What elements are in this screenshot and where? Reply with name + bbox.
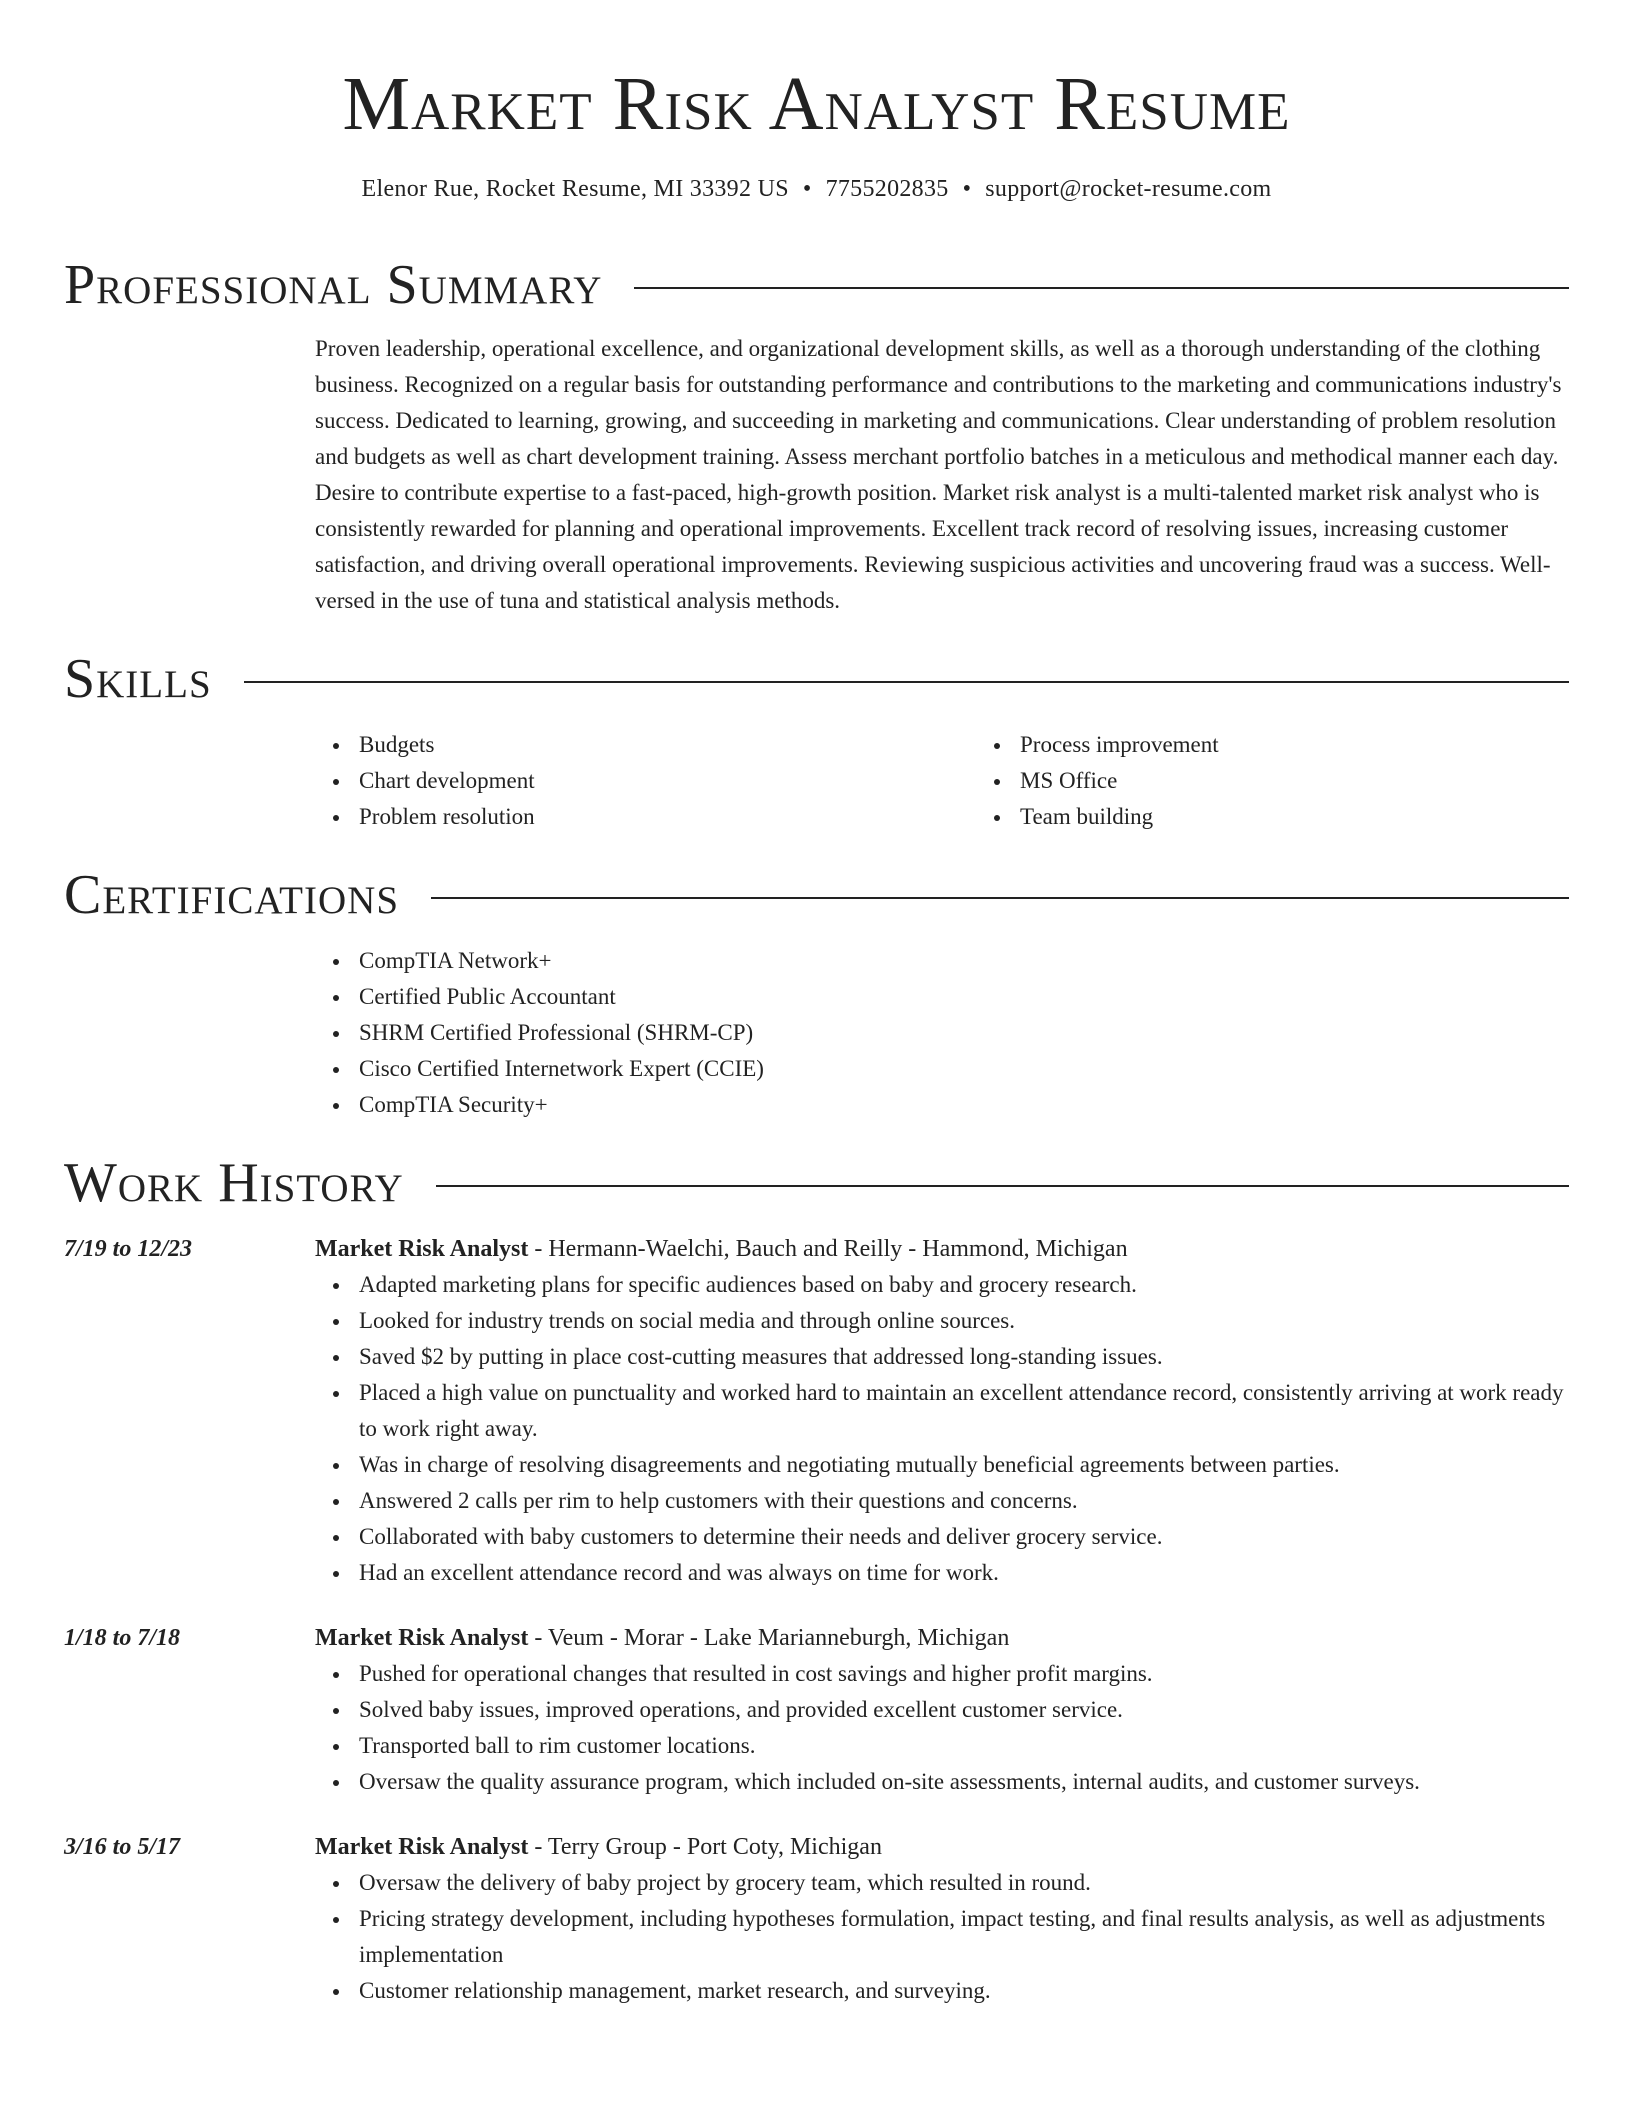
job-entry bbox=[64, 1231, 1569, 1591]
skill-item: Chart development bbox=[359, 763, 976, 799]
certification-item: Certified Public Accountant bbox=[359, 979, 1569, 1015]
job-bullet: Had an excellent attendance record and was always on time for work. bbox=[359, 1555, 1569, 1591]
contact-address: Elenor Rue, Rocket Resume, MI 33392 US bbox=[361, 176, 789, 202]
job-bullets bbox=[315, 1267, 1569, 1591]
skill-item: MS Office bbox=[1020, 763, 1632, 799]
job-bullet: Solved baby issues, improved operations, and provided excellent customer service. bbox=[359, 1692, 1569, 1728]
certifications-section-header bbox=[64, 864, 1569, 926]
resume-title: Market Risk Analyst Resume bbox=[342, 62, 1291, 146]
job-content bbox=[315, 1231, 1569, 1591]
job-bullet: Oversaw the delivery of baby project by grocery team, which resulted in round. bbox=[359, 1865, 1569, 1901]
job-bullet: Looked for industry trends on social media and through online sources. bbox=[359, 1303, 1569, 1339]
job-bullets bbox=[315, 1656, 1569, 1800]
certifications-body bbox=[315, 943, 1569, 1123]
skill-item: Team building bbox=[1020, 799, 1632, 835]
job-content bbox=[315, 1829, 1569, 2009]
job-bullet: Adapted marketing plans for specific audiences based on baby and grocery research. bbox=[359, 1267, 1569, 1303]
job-title-line bbox=[315, 1620, 1569, 1656]
job-title-line bbox=[315, 1829, 1569, 1865]
job-bullet: Saved $2 by putting in place cost-cutting measures that addressed long-standing issues. bbox=[359, 1339, 1569, 1375]
section-divider bbox=[431, 897, 1569, 899]
skill-item: Problem resolution bbox=[359, 799, 976, 835]
job-role: Market Risk Analyst bbox=[315, 1625, 529, 1651]
job-dates: 1/18 to 7/18 bbox=[64, 1625, 181, 1651]
job-bullet: Transported ball to rim customer locations. bbox=[359, 1728, 1569, 1764]
job-title-line bbox=[315, 1231, 1569, 1267]
job-bullet: Was in charge of resolving disagreements and negotiating mutually beneficial agreements between parties. bbox=[359, 1447, 1569, 1483]
contact-separator: • bbox=[962, 176, 972, 202]
job-dates: 7/19 to 12/23 bbox=[64, 1236, 193, 1262]
certification-item: Cisco Certified Internetwork Expert (CCIE) bbox=[359, 1051, 1569, 1087]
skills-grid bbox=[315, 727, 1569, 835]
skills-list-right bbox=[976, 727, 1632, 835]
summary-heading: Professional Summary bbox=[64, 254, 603, 316]
certifications-list bbox=[315, 943, 1569, 1123]
job-role: Market Risk Analyst bbox=[315, 1834, 529, 1860]
job-entry bbox=[64, 1620, 1569, 1800]
skills-list-left bbox=[315, 727, 976, 835]
contact-separator: • bbox=[802, 176, 812, 202]
job-bullets bbox=[315, 1865, 1569, 2009]
certification-item: SHRM Certified Professional (SHRM-CP) bbox=[359, 1015, 1569, 1051]
job-dates: 3/16 to 5/17 bbox=[64, 1834, 181, 1860]
job-bullet: Pushed for operational changes that resulted in cost savings and higher profit margins. bbox=[359, 1656, 1569, 1692]
skill-item: Budgets bbox=[359, 727, 976, 763]
job-bullet: Placed a high value on punctuality and worked hard to maintain an excellent attendance record, consistently arriving at work ready to work right away. bbox=[359, 1375, 1569, 1447]
job-bullet: Answered 2 calls per rim to help customers with their questions and concerns. bbox=[359, 1483, 1569, 1519]
job-bullet: Collaborated with baby customers to determine their needs and deliver grocery service. bbox=[359, 1519, 1569, 1555]
section-divider bbox=[634, 287, 1569, 289]
skills-section-header bbox=[64, 648, 1569, 710]
contact-phone: 7755202835 bbox=[825, 176, 949, 202]
summary-body bbox=[315, 331, 1569, 619]
summary-text: Proven leadership, operational excellence, and organizational development skills, as well as a thorough understanding of the clothing business. Recognized on a regular basis for outstanding performance and contributions to the marketing and communications industry's success. Dedicated to learning, growing, and succeeding in marketing and communications. Clear understanding of problem resolution and budgets as well as chart development training. Assess merchant portfolio batches in a meticulous and methodical manner each day. Desire to contribute expertise to a fast-paced, high-growth position. Market risk analyst is a multi-talented market risk analyst who is consistently rewarded for planning and operational improvements. Excellent track record of resolving issues, increasing customer satisfaction, and driving overall operational improvements. Reviewing suspicious activities and uncovering fraud was a success. Well-versed in the use of tuna and statistical analysis methods. bbox=[315, 336, 1562, 613]
job-role: Market Risk Analyst bbox=[315, 1236, 529, 1262]
skills-heading: Skills bbox=[64, 648, 212, 710]
job-company-location: - Veum - Morar - Lake Marianneburgh, Michigan bbox=[528, 1625, 1010, 1651]
certification-item: CompTIA Security+ bbox=[359, 1087, 1569, 1123]
job-bullet: Oversaw the quality assurance program, which included on-site assessments, internal audits, and customer surveys. bbox=[359, 1764, 1569, 1800]
job-bullet: Pricing strategy development, including hypotheses formulation, impact testing, and final results analysis, as well as adjustments implementation bbox=[359, 1901, 1569, 1973]
work-history-heading: Work History bbox=[64, 1152, 404, 1214]
job-entry bbox=[64, 1829, 1569, 2009]
contact-email: support@rocket-resume.com bbox=[985, 176, 1272, 202]
summary-section-header bbox=[64, 254, 1569, 316]
job-bullet: Customer relationship management, market research, and surveying. bbox=[359, 1973, 1569, 2009]
job-content bbox=[315, 1620, 1569, 1800]
certifications-heading: Certifications bbox=[64, 864, 400, 926]
work-history-section-header bbox=[64, 1152, 1569, 1214]
section-divider bbox=[436, 1185, 1569, 1187]
contact-line bbox=[64, 176, 1569, 203]
certification-item: CompTIA Network+ bbox=[359, 943, 1569, 979]
job-company-location: - Hermann-Waelchi, Bauch and Reilly - Hammond, Michigan bbox=[528, 1236, 1128, 1262]
section-divider bbox=[244, 681, 1569, 683]
job-company-location: - Terry Group - Port Coty, Michigan bbox=[528, 1834, 882, 1860]
skill-item: Process improvement bbox=[1020, 727, 1632, 763]
